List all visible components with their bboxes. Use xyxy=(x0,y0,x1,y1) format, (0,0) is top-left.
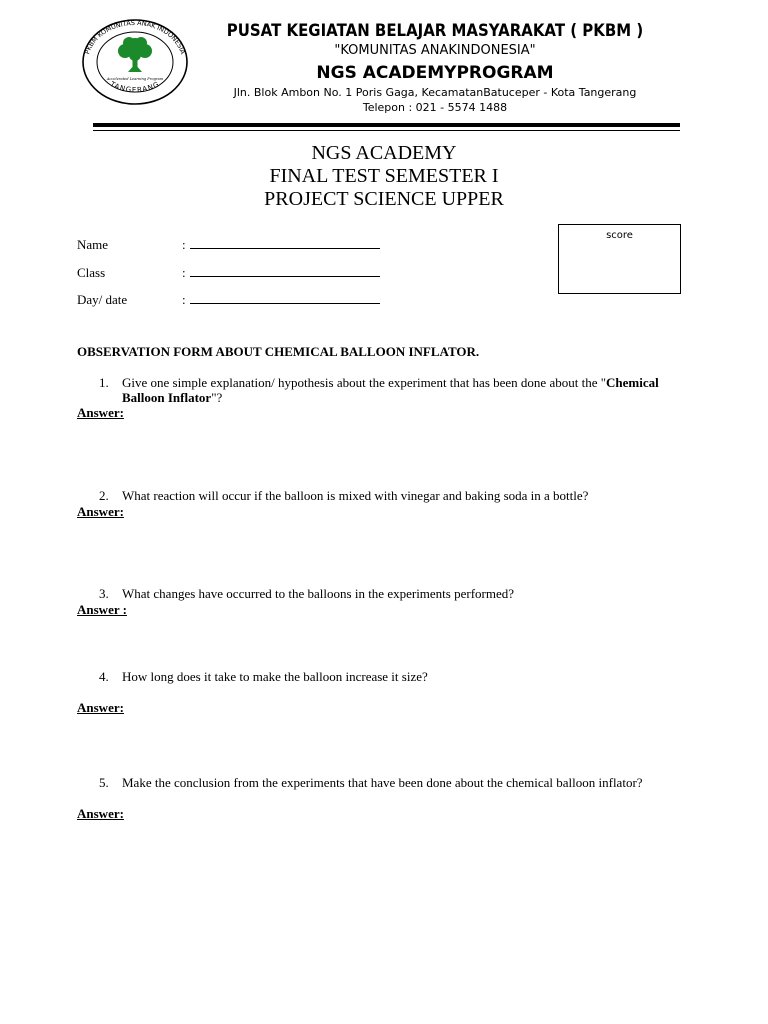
title-project: PROJECT SCIENCE UPPER xyxy=(264,188,504,210)
phone: Telepon : 021 - 5574 1488 xyxy=(362,101,508,114)
logo-ring-text: PKBM KOMUNITAS ANAK INDONESIA xyxy=(83,18,187,56)
org-name: PUSAT KEGIATAN BELAJAR MASYARAKAT ( PKBM ) xyxy=(226,21,644,41)
svg-text:TANGERANG xyxy=(108,80,161,95)
class-line xyxy=(190,265,380,277)
form-heading: OBSERVATION FORM ABOUT CHEMICAL BALLOON INFLATOR. xyxy=(77,344,480,359)
tree-seal-icon xyxy=(80,18,190,106)
date-separator: : xyxy=(182,292,186,307)
question-text: What changes have occurred to the balloons in the experiments performed? xyxy=(122,586,515,601)
answer-label: Answer: xyxy=(77,700,124,715)
header-rule-thin xyxy=(93,130,680,131)
question-number: 4. xyxy=(99,669,109,684)
date-label: Day/ date xyxy=(77,292,128,307)
name-line xyxy=(190,237,380,249)
answer-label: Answer : xyxy=(77,602,127,617)
score-box[interactable] xyxy=(558,224,681,294)
class-field[interactable] xyxy=(182,265,380,281)
question-text-a: Give one simple explanation/ hypothesis about the experiment that has been done about the " xyxy=(122,375,607,390)
name-field[interactable] xyxy=(182,237,380,253)
date-line xyxy=(190,292,380,304)
program-name: NGS ACADEMYPROGRAM xyxy=(316,63,554,83)
answer-label: Answer: xyxy=(77,405,124,420)
question-text: Make the conclusion from the experiments that have been done about the chemical balloon inflator? xyxy=(122,775,643,790)
community-name: "KOMUNITAS ANAKINDONESIA" xyxy=(334,43,536,58)
question-text: What reaction will occur if the balloon is mixed with vinegar and baking soda in a bottle? xyxy=(122,488,589,503)
question-text-bold: Chemical Balloon Inflator xyxy=(122,375,659,405)
answer-label: Answer: xyxy=(77,504,124,519)
class-separator: : xyxy=(182,265,186,280)
score-label: score xyxy=(606,230,633,241)
answer-label: Answer: xyxy=(77,806,124,821)
question-text xyxy=(122,375,682,405)
address: Jln. Blok Ambon No. 1 Poris Gaga, KecamatanBatuceper - Kota Tangerang xyxy=(233,86,637,99)
question-number: 3. xyxy=(99,586,109,601)
name-label: Name xyxy=(77,237,109,252)
question-number: 5. xyxy=(99,775,109,790)
title-academy: NGS ACADEMY xyxy=(311,142,457,164)
class-label: Class xyxy=(77,265,106,280)
header-rule-thick xyxy=(93,123,680,127)
name-separator: : xyxy=(182,237,186,252)
question-number: 2. xyxy=(99,488,109,503)
date-field[interactable] xyxy=(182,292,380,308)
question-number: 1. xyxy=(99,375,109,390)
logo-tagline: Accelerated Learning Program xyxy=(106,77,164,81)
question-text: How long does it take to make the balloon increase it size? xyxy=(122,669,428,684)
title-test: FINAL TEST SEMESTER I xyxy=(269,165,499,187)
logo-bottom-text: TANGERANG xyxy=(108,80,162,95)
question-text-b: "? xyxy=(211,390,223,405)
